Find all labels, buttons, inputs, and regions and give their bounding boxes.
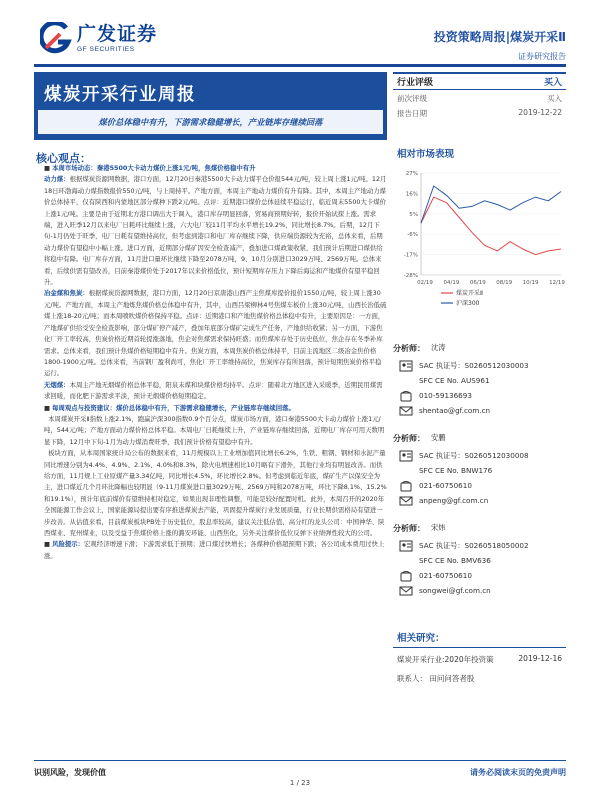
related-item-date: 2019-12-16 bbox=[518, 654, 562, 663]
phone-icon bbox=[393, 480, 419, 492]
analyst-name: 安鹏 bbox=[431, 433, 446, 442]
analyst-name: 沈涛 bbox=[431, 343, 446, 352]
y-tick-label: 27% bbox=[405, 171, 418, 177]
report-date-row bbox=[393, 105, 566, 120]
y-tick-label: -6% bbox=[407, 232, 418, 239]
legend-label: 沪深300 bbox=[456, 300, 480, 307]
related-item-title[interactable]: 煤炭开采行业:2020年投资策 bbox=[397, 655, 494, 664]
rating-panel bbox=[393, 72, 566, 120]
gf-logo-icon bbox=[40, 22, 72, 54]
phone-icon bbox=[393, 390, 419, 402]
email-address[interactable]: songwei@gf.com.cn bbox=[419, 586, 491, 595]
logo-chinese-name: 广发证券 bbox=[77, 22, 158, 45]
email-address[interactable]: shentao@gf.com.cn bbox=[419, 406, 491, 415]
report-body bbox=[44, 163, 387, 562]
rating-value: 买入 bbox=[543, 78, 562, 88]
sfc-cert: SFC CE No. BMV636 bbox=[419, 556, 491, 565]
x-tick-label: 10/19 bbox=[522, 280, 539, 286]
body-paragraph: 板块方面，从本周国家统计局公布的数据来看，11月规模以上工业增加值同比增长6.2%，生铁、粗钢、钢材和水泥产量同比增速分别为4.4%、4.9%、2.1%、4.0%和8.3%，除火电增速相比10月略有下滑外，其他行业均有明显改善。而供给方面，11月规上工业原煤产量3.34亿吨，同比增长4.5%，环比增长2.8%。但考虑到临近年底，煤矿生产以保安全为主，进口煤近几个月环比降幅也较明显（9-11月煤炭进口量3029万吨、2569万吨和2078万吨，环比下降8.1%、15.2%和19.1%），预计年底前煤价有望维持相对稳定，如果出现非理性调整，可能是较好配置时机。此外，本周召开的2020年全国能源工作会议上，国家能源局提出要有序推进煤炭去产能，巩固提升煤炭行业发展质量，行业长期供需格局有望进一步改善。从估值来看，目前煤炭板块PB处于历史低位，股息率较高，建议关注低估值、高分红的龙头公司：中国神华、陕西煤业、兖州煤业，以及受益于焦煤价格上涨的潞安环能、山西焦化，另外关注煤价低位反弹下业绩弹性较大的公司。 bbox=[44, 449, 387, 537]
analyst-name: 宋炜 bbox=[431, 523, 446, 532]
related-title: 相关研究： bbox=[393, 630, 566, 648]
report-type-title: 投资策略周报|煤炭开采Ⅱ bbox=[433, 30, 566, 44]
phone-icon bbox=[393, 570, 419, 582]
related-item[interactable] bbox=[393, 648, 566, 665]
sac-cert: SAC 执证号：S0260512030008 bbox=[419, 450, 529, 460]
company-logo bbox=[40, 22, 157, 54]
analyst-label: 分析师： bbox=[393, 433, 425, 443]
page-title: 煤炭开采行业周报 bbox=[44, 85, 196, 105]
report-category: 证券研究报告 bbox=[518, 52, 566, 61]
email-icon bbox=[393, 495, 419, 507]
analyst-card bbox=[393, 518, 566, 598]
id-card-icon bbox=[393, 540, 419, 552]
email-icon bbox=[393, 585, 419, 597]
related-research bbox=[393, 630, 566, 684]
contact-line: 联系人： 田问问答者股 bbox=[397, 674, 475, 683]
chart-svg bbox=[393, 163, 566, 323]
analyst-label: 分析师： bbox=[393, 523, 425, 533]
sac-cert: SAC 执证号：S0260518050002 bbox=[419, 540, 529, 550]
prev-rating-row bbox=[393, 90, 566, 105]
page-number: 1 / 23 bbox=[289, 779, 311, 787]
header-divider bbox=[34, 64, 566, 67]
report-date-value: 2019-12-22 bbox=[518, 108, 562, 117]
body-paragraph: 无烟煤：本周主产地无烟煤价格总体平稳，阳泉末煤和块煤价格均持平。点评：随着北方地区进入采暖季，近期民用煤需求回暖，而化肥下游需求平淡，预计无烟煤价格短期稳定。 bbox=[44, 380, 383, 401]
body-paragraph: ■ 本周市场动态：秦港5500大卡动力煤价上涨1元/吨，焦煤价格稳中有升 bbox=[44, 164, 256, 172]
rating-label: 行业评级 bbox=[397, 78, 434, 88]
body-paragraph: 动力煤：根据煤炭资源网数据，港口方面，12月20日秦港5500大卡动力煤平仓价报544元/吨，较上周上涨1元/吨。12月18日环渤海动力煤指数报价550元/吨，与上周持平。产地方面，本周主产地动力煤价有升有降。其中，本周主产地动力煤价总体持平，仅有陕西和内蒙地区部分煤种下跌2元/吨。点评：近期港口煤价总体延续平稳运行，临近周末5500大卡煤价上涨1元/吨。主要是由于近期北方港口调出大于调入，港口库存明显回落，贸易商预期好转，报价开始试探上涨。需求端，进入旺季12月以来电厂日耗环比继续上涨，六大电厂较11月平均水平增长19.2%，同比增长8.7%。后期，12月下旬-1月仍处于旺季，电厂日耗有望维持高位，但考虑到港口和电厂库存继续下降，供应端资源较为充裕，总体来看，后期动力煤价有望稳中小幅上涨。进口方面，近期部分煤矿因安全检查减产，叠加进口煤政策收紧，我们预计后期进口煤供给将稳中有降。电厂库存方面，11月进口量环比继续下降至2078万吨，9、10月分别进口3029万吨、2569万吨。总体来看，后续供需有望改善，目前秦港煤价处于2017年以来价格低位，预计短期库存压力下降后海运和产地煤价有望平稳回升。 bbox=[44, 175, 387, 287]
body-paragraph: ■ 每周观点与投资建议：煤价总体稳中有升，下游需求稳健增长，产业链库存继续回落。 bbox=[44, 403, 295, 412]
x-tick-label: 02/19 bbox=[417, 280, 433, 286]
sac-cert: SAC 执证号：S0260512030003 bbox=[419, 360, 529, 370]
x-tick-label: 04/19 bbox=[443, 280, 460, 286]
y-tick-label: 5% bbox=[409, 211, 418, 218]
y-tick-label: -17% bbox=[403, 252, 418, 259]
id-card-icon bbox=[393, 450, 419, 462]
prev-rating-value: 买入 bbox=[547, 94, 562, 103]
core-views-title: 核心观点： bbox=[36, 152, 91, 165]
x-tick-label: 12/19 bbox=[549, 280, 565, 286]
email-address[interactable]: anpeng@gf.com.cn bbox=[419, 496, 489, 505]
analyst-card bbox=[393, 338, 566, 418]
logo-english-name: GF SECURITIES bbox=[77, 45, 135, 53]
footer-disclaimer-link[interactable]: 请务必阅读末页的免责声明 bbox=[470, 768, 566, 777]
x-tick-label: 06/19 bbox=[469, 280, 486, 286]
sfc-cert: SFC CE No. BNW176 bbox=[419, 466, 493, 475]
phone-number: 010-59136693 bbox=[419, 391, 472, 400]
x-tick-label: 08/19 bbox=[496, 280, 513, 286]
phone-number: 021-60750610 bbox=[419, 571, 472, 580]
y-tick-label: 16% bbox=[405, 191, 418, 198]
id-card-icon bbox=[393, 360, 419, 372]
prev-rating-label: 前次评级 bbox=[397, 94, 427, 103]
report-date-label: 报告日期 bbox=[397, 109, 427, 118]
footer-divider bbox=[34, 760, 566, 761]
body-paragraph: ■ 风险提示：宏观经济增速下滑；下游需求低于预期；进口煤过快增长；各煤种价格超预期下跌；各公司成本费用过快上涨。 bbox=[44, 540, 385, 560]
series-line bbox=[421, 186, 561, 223]
y-tick-label: -28% bbox=[403, 273, 418, 279]
analyst-card bbox=[393, 428, 566, 508]
body-paragraph: 冶金煤和焦炭：根据煤炭资源网数据，港口方面，12月20日京唐港山西产主焦煤库提价报价1550元/吨，较上周上涨30元/吨。产地方面，本周主产地炼焦煤价格总体稳中有升，其中，山西吕梁柳林4号焦煤车板价上涨30元/吨，山西长治低硫煤上涨18-20元/吨；而本周喷吹煤价格保持平稳。点评：近期港口和产地焦煤价格总体稳中有升，主要原因是：一方面，产地煤矿供给受安全检查影响，部分煤矿停产减产，叠加年底部分煤矿完成生产任务，产地供给收紧；另一方面，下游焦化厂开工率较高，焦炭价格近期首轮提涨落地，焦企对焦煤需求保持旺盛；而焦煤库存处于历史低位，焦企存在冬季补库需求。总体来看，我们预计焦煤价格短期稳中有升。焦炭方面，本周焦炭价格总体持平，目前主流地区二级冶金焦价格1800-1900元/吨。总体来看，当前钢厂盈利尚可，焦化厂开工率维持高位，焦炭库存有所回落，预计短期焦炭价格平稳运行。 bbox=[44, 289, 387, 378]
analyst-label: 分析师： bbox=[393, 343, 425, 353]
report-header bbox=[434, 28, 566, 62]
relative-performance-chart bbox=[393, 146, 566, 323]
chart-title: 相对市场表现 bbox=[397, 149, 455, 160]
footer-slogan: 识别风险，发现价值 bbox=[34, 768, 106, 777]
legend-label: 煤炭开采Ⅱ bbox=[456, 290, 483, 297]
analysts-panel bbox=[393, 338, 566, 608]
body-paragraph: 本周煤炭开采Ⅱ指数上涨2.1%，跑赢沪深300指数0.9个百分点，煤炭市场方面，港口秦港5500大卡动力煤价上涨1元/吨，544元/吨；产地方面动力煤价格总体平稳。本周电厂日耗继续上升，产业链库存继续回落，近期电厂库存可用天数明显下降，12月中下旬-1月为动力煤消费旺季，我们预计价格有望稳中有升。 bbox=[44, 414, 385, 446]
title-banner bbox=[34, 72, 387, 140]
rating-row bbox=[393, 72, 566, 90]
headline: 煤价总体稳中有升，下游需求稳健增长，产业链库存继续回落 bbox=[38, 110, 383, 134]
series-line bbox=[421, 197, 561, 255]
phone-number: 021-60750610 bbox=[419, 481, 472, 490]
sfc-cert: SFC CE No. AUS961 bbox=[419, 376, 490, 385]
email-icon bbox=[393, 405, 419, 417]
